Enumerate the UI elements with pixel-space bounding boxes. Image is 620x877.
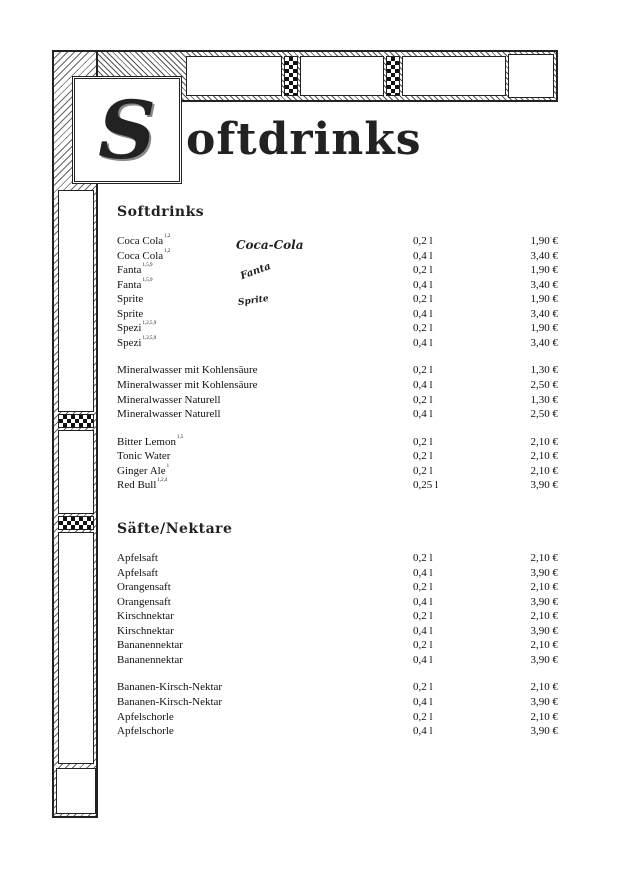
item-price: 2,10 € (530, 681, 558, 694)
item-price: 3,90 € (530, 624, 558, 637)
item-price: 3,40 € (530, 278, 558, 291)
coca-cola-logo: Coca-Cola (236, 238, 304, 252)
item-name: Spezi$^{1,2,5,9}$ (117, 321, 157, 335)
sprite-logo: Sprite (237, 293, 270, 309)
item-volume: 0,2 l (413, 610, 433, 623)
item-price: 3,90 € (530, 695, 558, 708)
menu-item (117, 378, 558, 392)
additive-footnote: 1,2 (164, 248, 171, 254)
fanta-logo: Fanta (239, 260, 273, 283)
menu-item (117, 234, 558, 248)
knot-panel (186, 56, 282, 96)
item-name: Bananen-Kirsch-Nektar (117, 681, 223, 694)
checker-strip (284, 56, 298, 96)
menu-item (117, 580, 558, 594)
section-heading: Softdrinks (117, 204, 205, 220)
additive-footnote: 1 (166, 463, 170, 469)
item-volume: 0,4 l (413, 725, 433, 737)
item-price: 1,90 € (530, 322, 558, 335)
item-name: Apfelsaft (117, 566, 158, 579)
menu-item (117, 435, 558, 449)
item-volume: 0,4 l (413, 278, 433, 291)
menu-item (117, 336, 558, 350)
item-name: Bananen-Kirsch-Nektar (117, 695, 223, 708)
item-name: Orangensaft (117, 581, 171, 594)
item-price: 3,90 € (530, 595, 558, 608)
menu-item (117, 724, 558, 738)
menu-item (117, 551, 558, 565)
item-price: 1,90 € (530, 235, 558, 247)
item-name: Orangensaft (117, 595, 171, 608)
checker-strip (386, 56, 400, 96)
item-name: Red Bull$^{1,2,4}$ (117, 478, 168, 492)
item-price: 3,40 € (530, 249, 558, 262)
section-heading: Säfte/Nektare (117, 521, 233, 537)
menu-item (117, 263, 558, 277)
item-volume: 0,4 l (413, 307, 433, 320)
item-price: 3,90 € (530, 653, 558, 666)
menu-item (117, 321, 558, 335)
item-price: 3,40 € (530, 307, 558, 320)
item-volume: 0,2 l (413, 235, 433, 247)
item-volume: 0,4 l (413, 379, 433, 391)
item-name: Coca Cola$^{1,2}$ (117, 248, 171, 262)
item-price: 3,90 € (530, 566, 558, 579)
item-volume: 0,4 l (413, 653, 433, 666)
item-price: 2,10 € (530, 710, 558, 723)
additive-footnote: 1,5 (176, 434, 184, 440)
item-volume: 0,4 l (413, 624, 433, 637)
menu-item (117, 307, 558, 321)
menu-item (117, 407, 558, 421)
vine-panel (58, 190, 94, 412)
menu-item (117, 624, 558, 638)
item-price: 1,30 € (530, 364, 558, 377)
menu-item (117, 638, 558, 652)
item-volume: 0,2 l (413, 393, 433, 406)
item-price: 2,10 € (530, 450, 558, 463)
item-name: Kirschnektar (117, 624, 174, 637)
item-name: Bananennektar (117, 653, 183, 666)
clover-panel (508, 54, 554, 98)
item-volume: 0,4 l (413, 595, 433, 608)
item-volume: 0,2 l (413, 293, 433, 306)
menu-item (117, 609, 558, 623)
item-volume: 0,2 l (413, 681, 433, 694)
item-volume: 0,4 l (413, 249, 433, 262)
additive-footnote: 1,2,4 (157, 478, 168, 484)
item-volume: 0,2 l (413, 322, 433, 335)
item-volume: 0,2 l (413, 581, 433, 594)
vine-panel (58, 532, 94, 764)
item-volume: 0,4 l (413, 336, 433, 349)
item-volume: 0,2 l (413, 710, 433, 723)
item-price: 2,10 € (530, 610, 558, 623)
menu-item (117, 393, 558, 407)
item-name: Mineralwasser mit Kohlensäure (117, 364, 258, 377)
additive-footnote: 1,5,9 (142, 263, 153, 269)
item-price: 3,40 € (530, 336, 558, 349)
item-volume: 0,2 l (413, 264, 433, 277)
menu-item (117, 292, 558, 309)
item-name: Mineralwasser Naturell (117, 393, 221, 406)
item-name: Apfelsaft (117, 552, 158, 564)
item-name: Kirschnektar (117, 610, 174, 623)
flower-panel (300, 56, 384, 96)
item-name: Bananennektar (117, 639, 183, 652)
candle-panel (58, 430, 94, 514)
item-volume: 0,2 l (413, 450, 433, 463)
item-name: Mineralwasser mit Kohlensäure (117, 379, 258, 391)
item-volume: 0,4 l (413, 566, 433, 579)
menu-item (117, 695, 558, 709)
checker-strip (58, 516, 94, 530)
item-name: Ginger Ale$^1$ (117, 463, 170, 477)
menu-item (117, 363, 558, 377)
item-name: Fanta$^{1,5,9}$ (117, 277, 153, 291)
item-price: 2,10 € (530, 552, 558, 564)
item-volume: 0,2 l (413, 639, 433, 652)
item-volume: 0,4 l (413, 408, 433, 421)
menu-item (117, 653, 558, 667)
menu-item (117, 680, 558, 694)
item-price: 2,10 € (530, 639, 558, 652)
item-price: 2,10 € (530, 464, 558, 477)
checker-strip (58, 414, 94, 428)
item-name: Mineralwasser Naturell (117, 408, 221, 421)
title-initial: S (98, 83, 156, 177)
menu-item (117, 464, 558, 478)
item-name: Sprite (117, 293, 144, 306)
menu-item (117, 710, 558, 724)
menu-item (117, 449, 558, 463)
item-price: 1,90 € (530, 264, 558, 277)
item-price: 2,10 € (530, 581, 558, 594)
item-volume: 0,2 l (413, 364, 433, 377)
additive-footnote: 1,2,5,9 (142, 321, 157, 327)
clover-panel (56, 768, 96, 814)
item-volume: 0,2 l (413, 552, 433, 564)
menu-item (117, 278, 558, 292)
menu-item (117, 249, 558, 263)
item-name: Coca Cola$^{1,2}$ (117, 234, 171, 247)
page-title: oftdrinks (186, 114, 422, 165)
additive-footnote: 1,2 (164, 234, 171, 239)
menu-item (117, 478, 558, 492)
item-name: Fanta$^{1,5,9}$ (117, 263, 153, 277)
item-price: 3,90 € (530, 479, 558, 492)
item-price: 1,30 € (530, 393, 558, 406)
item-volume: 0,2 l (413, 435, 433, 448)
item-price: 2,50 € (530, 379, 558, 391)
knot-panel (402, 56, 506, 96)
item-price: 2,50 € (530, 408, 558, 421)
item-price: 1,90 € (530, 293, 558, 306)
item-volume: 0,25 l (413, 479, 439, 492)
item-name: Spezi$^{1,2,5,9}$ (117, 335, 157, 349)
item-price: 3,90 € (530, 725, 558, 737)
item-name: Bitter Lemon$^{1,5}$ (117, 434, 184, 448)
additive-footnote: 1,5,9 (142, 277, 153, 283)
item-name: Apfelschorle (117, 725, 174, 737)
item-price: 2,10 € (530, 435, 558, 448)
title-initial-box (72, 76, 182, 184)
item-name: Tonic Water (117, 450, 171, 463)
item-volume: 0,2 l (413, 464, 433, 477)
item-name: Apfelschorle (117, 710, 174, 723)
menu-item (117, 595, 558, 609)
item-volume: 0,4 l (413, 695, 433, 708)
item-name: Sprite (117, 307, 144, 320)
additive-footnote: 1,2,5,9 (142, 335, 157, 341)
menu-item (117, 566, 558, 580)
